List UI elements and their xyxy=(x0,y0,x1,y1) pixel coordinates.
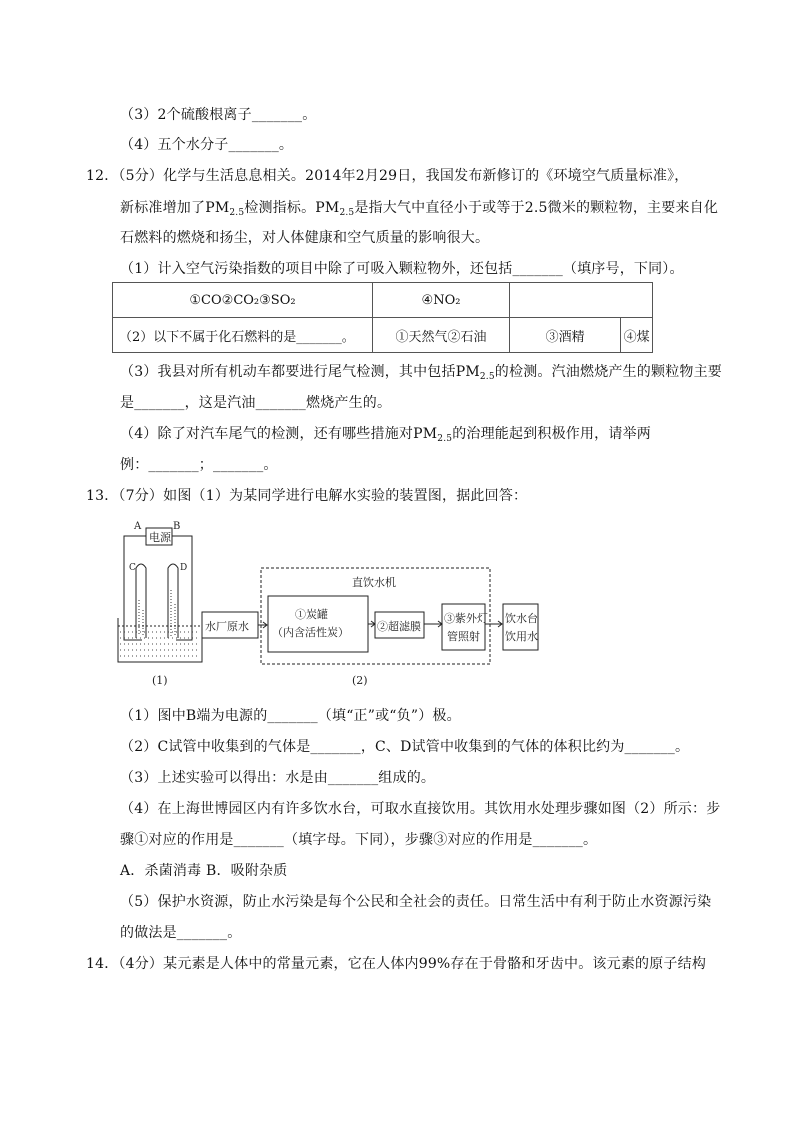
q13-sub3: （3）上述实验可以得出：水是由_______组成的。 xyxy=(120,770,436,786)
q12-line2: 新标准增加了$PM_{2.5}$检测指标。$PM_{2.5}$是指大气中直径小于或等于2.5微米的颗粒物，主要来自化 xyxy=(120,200,719,218)
label-d: D xyxy=(180,563,188,573)
q12-table-r1c1: ①CO②CO₂③SO₂ xyxy=(113,283,373,318)
q13-sub4-line1: （4）在上海世博园区内有许多饮水台，可取水直接饮用。其饮用水处理步骤如图（2）所示：步 xyxy=(120,801,721,817)
q13-options: A．杀菌消毒 B．吸附杂质 xyxy=(120,863,288,879)
source-label: 水厂原水 xyxy=(205,620,249,633)
q12-sub4-line2: 例：_______；_______。 xyxy=(120,457,278,473)
power-label: 电源 xyxy=(149,531,171,544)
step3-label: ③紫外灯 xyxy=(444,612,488,625)
step1-label: ①炭罐 xyxy=(295,608,328,621)
q13-figure xyxy=(112,520,544,688)
q13-sub4-line2: 骤①对应的作用是_______（填字母。下同），步骤③对应的作用是_______。 xyxy=(120,832,598,848)
label-c: C xyxy=(129,563,136,573)
q12-table xyxy=(112,282,653,353)
label-fig2: (2) xyxy=(352,674,368,687)
q13-sub5-line1: （5）保护水资源，防止水污染是每个公民和全社会的责任。日常生活中有利于防止水资源污染 xyxy=(120,894,712,910)
treatment-flow xyxy=(202,568,538,687)
step3-box xyxy=(442,604,485,650)
output-box xyxy=(503,604,538,650)
q12-sub4-line1: （4）除了对汽车尾气的检测，还有哪些措施对$PM_{2.5}$的治理能起到积极作用，请举两 xyxy=(120,426,651,444)
q13-sub2: （2）C试管中收集到的气体是_______，C、D试管中收集到的气体的体积比约为_______。 xyxy=(120,739,690,755)
q11-item3: （3）2个硫酸根离子_______。 xyxy=(120,107,317,123)
q12-sub1: （1）计入空气污染指数的项目中除了可吸入颗粒物外，还包括_______（填序号，下同）。 xyxy=(120,261,684,277)
q12-line3: 石燃料的燃烧和扬尘，对人体健康和空气质量的影响很大。 xyxy=(120,230,490,246)
q12-table-r1c2: ④NO₂ xyxy=(373,283,510,318)
output-sublabel: 饮用水 xyxy=(505,630,538,643)
q13-sub5-line2: 的做法是_______。 xyxy=(120,925,242,941)
q12-table-r2c2: ①天然气②石油 xyxy=(373,318,510,353)
tube-c xyxy=(136,564,146,638)
q12-sub3-line1: （3）我县对所有机动车都要进行尾气检测，其中包括$PM_{2.5}$的检测。汽油燃烧产生的颗粒物主要 xyxy=(120,364,722,382)
q13-intro: 13．（7分）如图（1）为某同学进行电解水实验的装置图，据此回答： xyxy=(86,488,528,504)
q12-table-r1c3 xyxy=(510,283,653,318)
step3-sublabel: 管照射 xyxy=(447,630,480,643)
step1-box xyxy=(268,596,368,652)
q12-table-r2c4: ④煤 xyxy=(621,318,653,353)
q12-sub3-line2: 是_______，这是汽油_______燃烧产生的。 xyxy=(120,395,392,411)
step1-sublabel: （内含活性炭） xyxy=(272,626,349,639)
output-label: 饮水台 xyxy=(505,612,538,625)
step2-label: ②超滤膜 xyxy=(377,620,421,633)
q11-item4: （4）五个水分子_______。 xyxy=(120,137,294,153)
q12-table-r2c1: （2）以下不属于化石燃料的是_______。 xyxy=(113,318,373,353)
electrolysis-apparatus xyxy=(118,521,202,687)
q13-sub1: （1）图中B端为电源的_______（填“正”或“负”）极。 xyxy=(120,708,461,724)
q12-table-r2c3: ③酒精 xyxy=(510,318,621,353)
label-b: B xyxy=(173,521,181,532)
label-a: A xyxy=(134,521,142,532)
machine-label: 直饮水机 xyxy=(352,576,396,589)
label-fig1: (1) xyxy=(152,674,168,687)
q14-line1: 14．（4分）某元素是人体中的常量元素，它在人体内99%存在于骨骼和牙齿中。该元素的原子结构 xyxy=(86,956,707,972)
tube-d xyxy=(168,564,178,638)
q12-line1: 12．（5分）化学与生活息息相关。2014年2月29日，我国发布新修订的《环境空气质量标准》， xyxy=(86,168,689,184)
